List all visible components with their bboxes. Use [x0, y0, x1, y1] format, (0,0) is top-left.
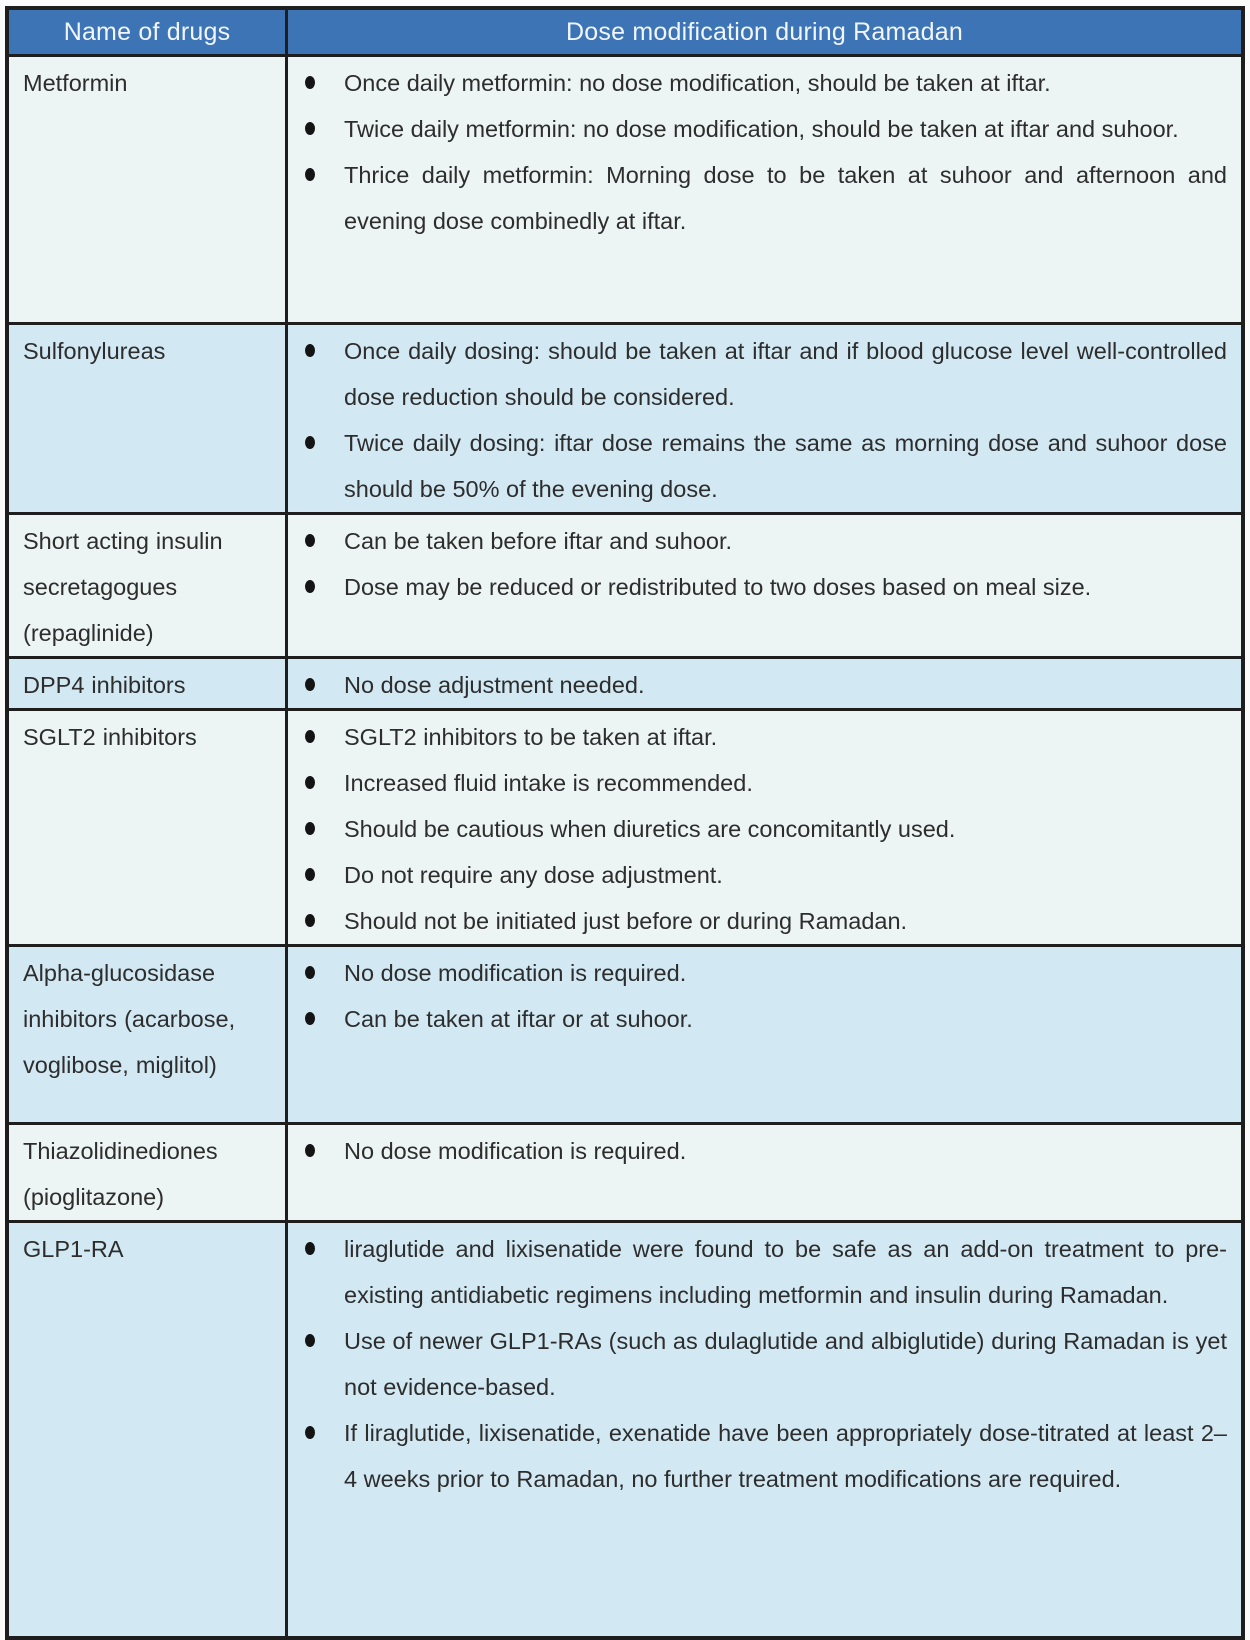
bullet-item: [288, 1128, 1241, 1174]
drug-name-cell: [7, 324, 287, 514]
drug-name: Alpha-glucosidase inhibitors (acarbose, voglibose, miglitol): [23, 960, 236, 1078]
bullet-item: [288, 1226, 1241, 1318]
dose-cell: [287, 1222, 1244, 1638]
table-header: [7, 8, 1243, 56]
bullet-item: [288, 760, 1241, 806]
bullet-dot-icon: [305, 1144, 315, 1157]
bullet-text: Thrice daily metformin: Morning dose to be taken at suhoor and afternoon and evening dose combinedly at iftar.: [344, 162, 1227, 234]
drug-name: GLP1-RA: [23, 1236, 124, 1262]
bullet-item: [288, 714, 1241, 760]
dose-cell: [287, 324, 1244, 514]
drug-name-cell: [7, 56, 287, 324]
bullet-dot-icon: [305, 1334, 315, 1347]
bullet-text: No dose adjustment needed.: [344, 672, 645, 698]
bullet-text: SGLT2 inhibitors to be taken at iftar.: [344, 724, 718, 750]
bullet-text: Use of newer GLP1-RAs (such as dulaglutide and albiglutide) during Ramadan is yet not evidence-based.: [344, 1328, 1227, 1400]
drug-name: Short acting insulin secretagogues (repaglinide): [23, 528, 223, 646]
dose-cell: [287, 710, 1244, 946]
bullet-text: Once daily metformin: no dose modification, should be taken at iftar.: [344, 70, 1051, 96]
bullet-dot-icon: [305, 344, 315, 357]
bullet-text: liraglutide and lixisenatide were found to be safe as an add-on treatment to pre-existing antidiabetic regimens including metformin and insulin during Ramadan.: [344, 1236, 1227, 1308]
table-row-dpp4-inhibitors: [7, 658, 1243, 710]
bullet-item: [288, 852, 1241, 898]
bullet-dot-icon: [305, 776, 315, 789]
bullet-item: [288, 420, 1241, 512]
drug-name-cell: [7, 1124, 287, 1222]
bullet-text: Twice daily dosing: iftar dose remains the same as morning dose and suhoor dose should be 50% of the evening dose.: [344, 430, 1227, 502]
bullet-item: [288, 1318, 1241, 1410]
bullet-dot-icon: [305, 580, 315, 593]
bullet-item: [288, 106, 1241, 152]
bullet-dot-icon: [305, 868, 315, 881]
header-row: [7, 8, 1243, 56]
bullet-text: If liraglutide, lixisenatide, exenatide have been appropriately dose-titrated at least 2–4 weeks prior to Ramadan, no further treatment modifications are required.: [344, 1420, 1227, 1492]
dose-cell: [287, 658, 1244, 710]
drug-name: Metformin: [23, 70, 128, 96]
dose-cell: [287, 946, 1244, 1124]
bullet-item: [288, 950, 1241, 996]
drug-name-cell: [7, 658, 287, 710]
bullet-text: No dose modification is required.: [344, 1138, 687, 1164]
bullet-item: [288, 152, 1241, 244]
bullet-text: Increased fluid intake is recommended.: [344, 770, 753, 796]
bullet-item: [288, 996, 1241, 1042]
table-row-short-acting-insulin-secretagogues: [7, 514, 1243, 658]
drug-name: SGLT2 inhibitors: [23, 724, 197, 750]
bullet-text: No dose modification is required.: [344, 960, 687, 986]
dose-cell: [287, 56, 1244, 324]
header-cell-dose-modification: Dose modification during Ramadan: [287, 8, 1244, 56]
drug-dose-table: [5, 6, 1245, 1640]
drug-name: DPP4 inhibitors: [23, 672, 186, 698]
bullet-dot-icon: [305, 1012, 315, 1025]
bullet-dot-icon: [305, 730, 315, 743]
bullet-dot-icon: [305, 914, 315, 927]
bullet-item: [288, 564, 1241, 610]
bullet-dot-icon: [305, 436, 315, 449]
drug-name-cell: [7, 1222, 287, 1638]
dose-cell: [287, 1124, 1244, 1222]
bullet-dot-icon: [305, 678, 315, 691]
drug-name-cell: [7, 710, 287, 946]
dose-cell: [287, 514, 1244, 658]
bullet-dot-icon: [305, 76, 315, 89]
drug-name-cell: [7, 946, 287, 1124]
table-row-thiazolidinediones: [7, 1124, 1243, 1222]
bullet-dot-icon: [305, 534, 315, 547]
drug-name: Sulfonylureas: [23, 338, 166, 364]
bullet-item: [288, 328, 1241, 420]
bullet-item: [288, 1410, 1241, 1502]
bullet-text: Can be taken before iftar and suhoor.: [344, 528, 733, 554]
bullet-text: Once daily dosing: should be taken at iftar and if blood glucose level well-controlled dose reduction should be considered.: [344, 338, 1227, 410]
bullet-text: Do not require any dose adjustment.: [344, 862, 723, 888]
table-row-sulfonylureas: [7, 324, 1243, 514]
bullet-text: Should not be initiated just before or during Ramadan.: [344, 908, 908, 934]
bullet-text: Dose may be reduced or redistributed to two doses based on meal size.: [344, 574, 1092, 600]
bullet-item: [288, 60, 1241, 106]
bullet-dot-icon: [305, 168, 315, 181]
bullet-dot-icon: [305, 1426, 315, 1439]
table-row-alpha-glucosidase-inhibitors: [7, 946, 1243, 1124]
header-cell-name-of-drugs: Name of drugs: [7, 8, 287, 56]
bullet-item: [288, 662, 1241, 708]
bullet-dot-icon: [305, 966, 315, 979]
bullet-item: [288, 806, 1241, 852]
bullet-dot-icon: [305, 122, 315, 135]
bullet-text: Should be cautious when diuretics are concomitantly used.: [344, 816, 956, 842]
table-row-sglt2-inhibitors: [7, 710, 1243, 946]
bullet-text: Twice daily metformin: no dose modification, should be taken at iftar and suhoor.: [344, 116, 1179, 142]
bullet-text: Can be taken at iftar or at suhoor.: [344, 1006, 693, 1032]
table-row-metformin: [7, 56, 1243, 324]
bullet-item: [288, 898, 1241, 944]
bullet-dot-icon: [305, 1242, 315, 1255]
drug-name: Thiazolidinediones (pioglitazone): [23, 1138, 218, 1210]
bullet-dot-icon: [305, 822, 315, 835]
bullet-item: [288, 518, 1241, 564]
drug-name-cell: [7, 514, 287, 658]
table-row-glp1-ra: [7, 1222, 1243, 1638]
